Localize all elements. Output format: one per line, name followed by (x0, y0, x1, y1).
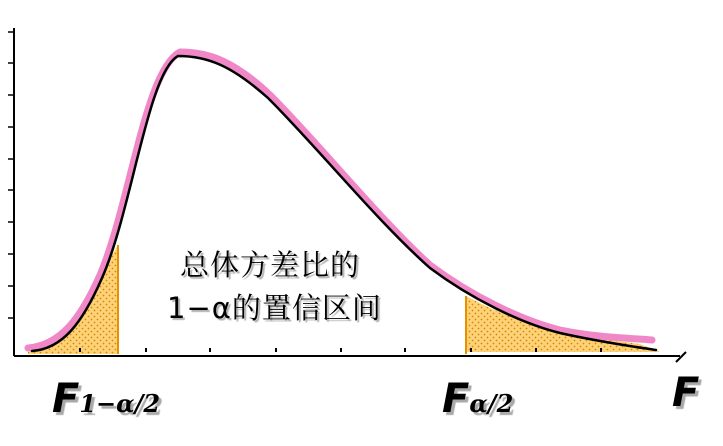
x-axis-label (672, 370, 699, 416)
lower-label-subscript: 1−α/2 (79, 389, 161, 418)
x-axis-label-text: F (672, 370, 700, 416)
caption-line-1: 总体方差比的 (180, 248, 361, 282)
lower-label-main: F (52, 376, 80, 422)
lower-critical-label (52, 376, 160, 422)
upper-label-main: F (442, 376, 470, 422)
caption-line-2: 1−α的置信区间 (167, 291, 382, 325)
upper-label-subscript: α/2 (469, 389, 514, 418)
upper-critical-label (442, 376, 513, 422)
